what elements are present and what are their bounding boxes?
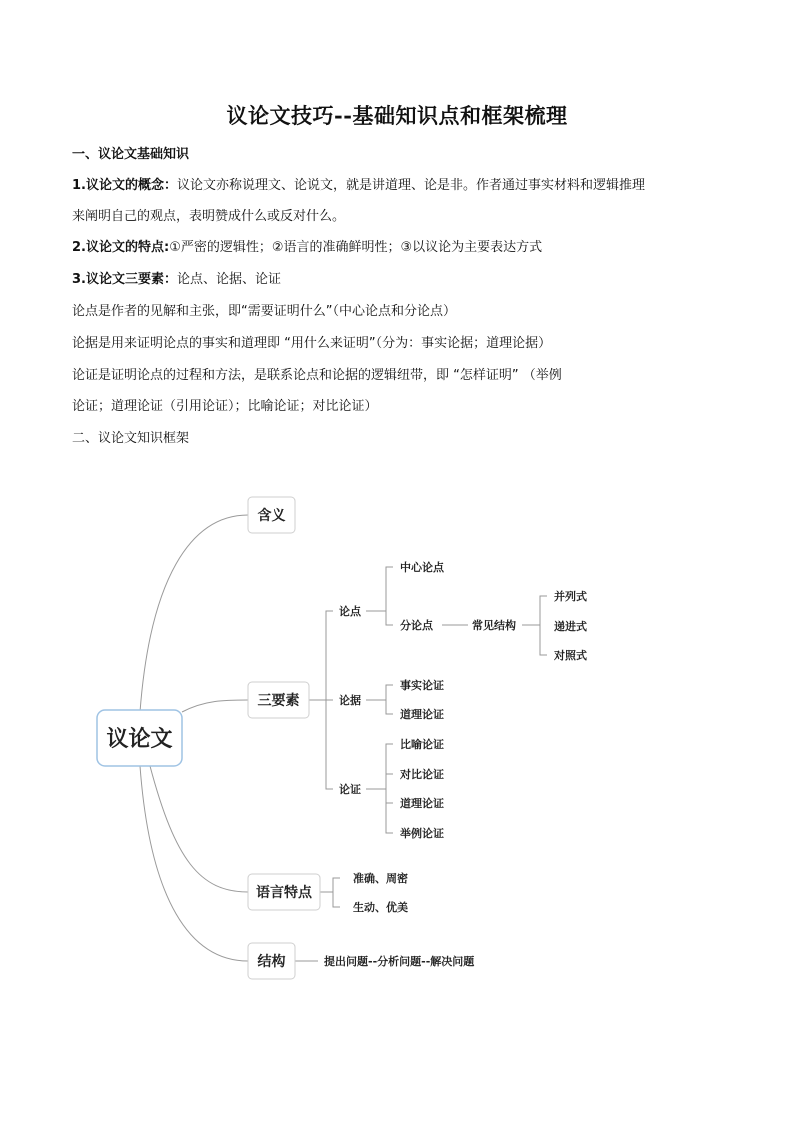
node-lundian: 论点	[339, 605, 361, 618]
node-duizhao: 对照式	[554, 649, 587, 662]
reasoning-line1: 论证是证明论点的过程和方法，是联系论点和论据的逻辑纽带，即 “怎样证明” （举例	[72, 368, 562, 383]
connector-root-structure	[140, 766, 248, 961]
elements-text: 论点、论据、论证	[176, 272, 281, 287]
section-heading-basics: 一、议论文基础知识	[72, 147, 190, 162]
node-duibi: 对比论证	[400, 768, 444, 781]
node-dijin: 递进式	[554, 620, 587, 633]
concept-text-1: 议论文亦称说理文、论说文，就是讲道理、论是非。作者通过事实材料和逻辑推理	[176, 178, 645, 193]
section-heading-framework: 二、议论文知识框架	[72, 431, 190, 446]
concept-label: 1.议论文的概念：	[72, 178, 177, 193]
node-juli: 举例论证	[400, 827, 444, 840]
elements-label: 3.议论文三要素：	[72, 272, 177, 287]
meaning-node-label: 含义	[257, 508, 286, 524]
connector-root-language	[150, 766, 248, 892]
features-text: ①严密的逻辑性；②语言的准确鲜明性；③以议论为主要表达方式	[169, 240, 543, 255]
connector-root-meaning	[140, 515, 248, 712]
concept-paragraph-line2: 来阐明自己的观点，表明赞成什么或反对什么。	[72, 209, 346, 224]
node-biyu: 比喻论证	[400, 738, 444, 751]
node-fenlun: 分论点	[400, 619, 433, 632]
node-zhunque: 准确、周密	[353, 872, 408, 885]
evidence-line: 论据是用来证明论点的事实和道理即 “用什么来证明”（分为：事实论据；道理论据）	[72, 336, 552, 351]
node-changjian: 常见结构	[472, 619, 516, 632]
node-lunju: 论据	[339, 694, 361, 707]
node-lunzheng: 论证	[339, 783, 361, 796]
node-structure-text: 提出问题--分析问题--解决问题	[324, 955, 475, 968]
connector-root-three	[182, 700, 248, 712]
node-zhongxin: 中心论点	[400, 561, 444, 574]
page-title: 议论文技巧--基础知识点和框架梳理	[226, 103, 568, 128]
features-label: 2.议论文的特点:	[72, 240, 170, 255]
node-daoli1: 道理论证	[400, 708, 444, 721]
language-node-label: 语言特点	[256, 885, 312, 901]
node-binglie: 并列式	[554, 590, 587, 603]
structure-node-label: 结构	[257, 954, 286, 970]
three-elements-node-label: 三要素	[257, 693, 300, 709]
argument-point-line: 论点是作者的见解和主张，即“需要证明什么”（中心论点和分论点）	[72, 304, 456, 319]
node-shishi: 事实论证	[400, 679, 444, 692]
node-daoli2: 道理论证	[400, 797, 444, 810]
root-node-label: 议论文	[106, 727, 173, 752]
reasoning-line2: 论证；道理论证（引用论证）；比喻论证；对比论证）	[72, 399, 378, 414]
node-shengdong: 生动、优美	[353, 901, 408, 914]
